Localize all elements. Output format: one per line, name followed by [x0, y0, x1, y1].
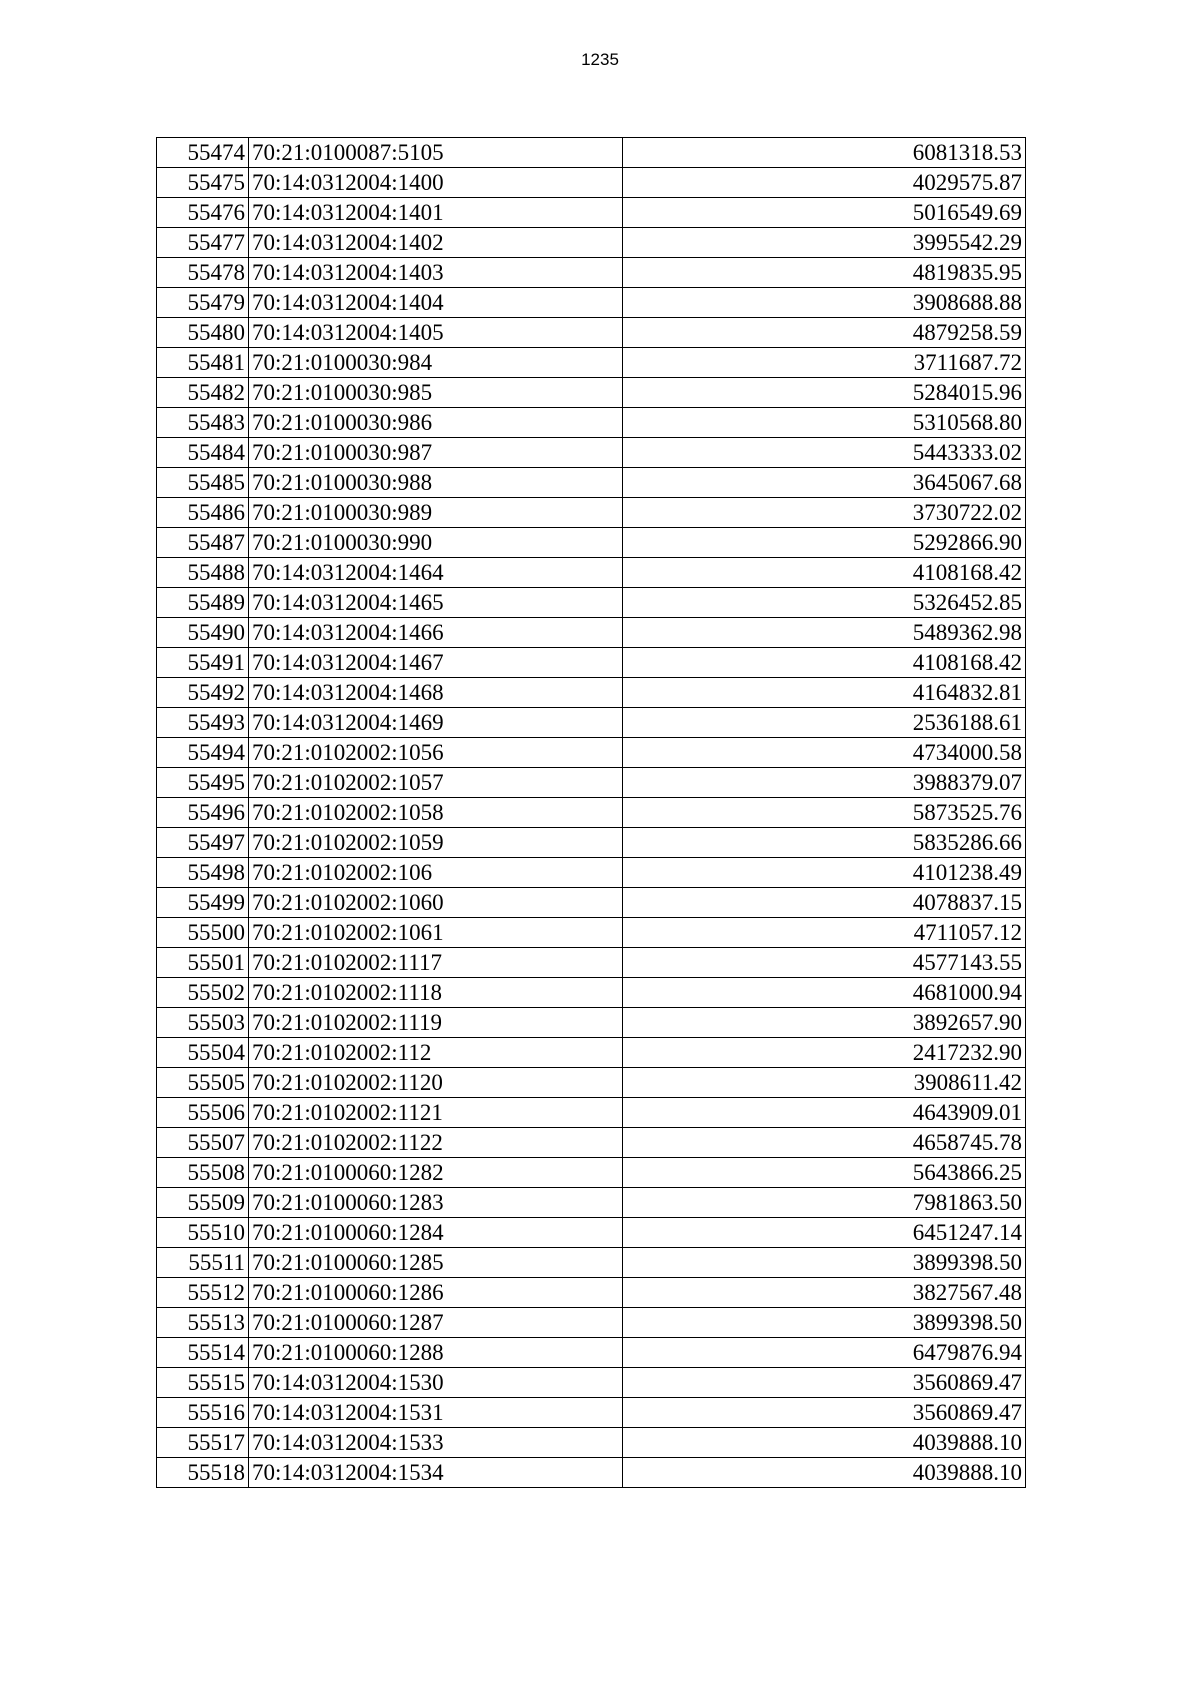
cadastral-value-cell: 5016549.69 [623, 198, 1026, 228]
cadastral-value-cell: 7981863.50 [623, 1188, 1026, 1218]
row-number-cell: 55482 [157, 378, 249, 408]
cadastral-value-cell: 3645067.68 [623, 468, 1026, 498]
table-row [157, 1038, 1026, 1068]
cadastral-number-cell: 70:21:0102002:1117 [249, 948, 623, 978]
table-row [157, 1248, 1026, 1278]
cadastral-number-cell: 70:21:0102002:1119 [249, 1008, 623, 1038]
cadastral-number-cell: 70:21:0100030:990 [249, 528, 623, 558]
cadastral-value-table [156, 137, 1026, 1488]
row-number-cell: 55489 [157, 588, 249, 618]
row-number-cell: 55512 [157, 1278, 249, 1308]
cadastral-number-cell: 70:21:0100060:1285 [249, 1248, 623, 1278]
row-number-cell: 55488 [157, 558, 249, 588]
cadastral-value-cell: 4658745.78 [623, 1128, 1026, 1158]
row-number-cell: 55504 [157, 1038, 249, 1068]
table-row [157, 468, 1026, 498]
cadastral-value-cell: 5643866.25 [623, 1158, 1026, 1188]
table-row [157, 168, 1026, 198]
row-number-cell: 55493 [157, 708, 249, 738]
cadastral-value-cell: 5873525.76 [623, 798, 1026, 828]
row-number-cell: 55486 [157, 498, 249, 528]
table-row [157, 978, 1026, 1008]
cadastral-value-cell: 3899398.50 [623, 1248, 1026, 1278]
cadastral-number-cell: 70:21:0100060:1287 [249, 1308, 623, 1338]
cadastral-value-cell: 3995542.29 [623, 228, 1026, 258]
cadastral-number-cell: 70:14:0312004:1405 [249, 318, 623, 348]
table-row [157, 1368, 1026, 1398]
row-number-cell: 55509 [157, 1188, 249, 1218]
table-row [157, 738, 1026, 768]
cadastral-value-cell: 4643909.01 [623, 1098, 1026, 1128]
row-number-cell: 55474 [157, 138, 249, 168]
cadastral-number-cell: 70:21:0100030:985 [249, 378, 623, 408]
cadastral-number-cell: 70:21:0100030:986 [249, 408, 623, 438]
row-number-cell: 55500 [157, 918, 249, 948]
table-row [157, 1158, 1026, 1188]
table-row [157, 288, 1026, 318]
table-row [157, 1128, 1026, 1158]
row-number-cell: 55491 [157, 648, 249, 678]
cadastral-value-cell: 4039888.10 [623, 1428, 1026, 1458]
cadastral-number-cell: 70:14:0312004:1465 [249, 588, 623, 618]
row-number-cell: 55485 [157, 468, 249, 498]
table-row [157, 318, 1026, 348]
cadastral-value-cell: 5443333.02 [623, 438, 1026, 468]
cadastral-number-cell: 70:14:0312004:1402 [249, 228, 623, 258]
cadastral-number-cell: 70:14:0312004:1401 [249, 198, 623, 228]
cadastral-value-cell: 4108168.42 [623, 648, 1026, 678]
table-row [157, 1428, 1026, 1458]
table-row [157, 618, 1026, 648]
table-row [157, 198, 1026, 228]
cadastral-value-cell: 5292866.90 [623, 528, 1026, 558]
cadastral-value-cell: 4681000.94 [623, 978, 1026, 1008]
cadastral-number-cell: 70:21:0100030:989 [249, 498, 623, 528]
table-row [157, 1068, 1026, 1098]
table-row [157, 798, 1026, 828]
cadastral-number-cell: 70:21:0100030:988 [249, 468, 623, 498]
table-row [157, 1098, 1026, 1128]
row-number-cell: 55484 [157, 438, 249, 468]
row-number-cell: 55503 [157, 1008, 249, 1038]
cadastral-value-cell: 3908611.42 [623, 1068, 1026, 1098]
row-number-cell: 55490 [157, 618, 249, 648]
row-number-cell: 55513 [157, 1308, 249, 1338]
table-row [157, 258, 1026, 288]
table-row [157, 1008, 1026, 1038]
cadastral-value-cell: 5326452.85 [623, 588, 1026, 618]
row-number-cell: 55514 [157, 1338, 249, 1368]
cadastral-number-cell: 70:14:0312004:1531 [249, 1398, 623, 1428]
table-row [157, 558, 1026, 588]
row-number-cell: 55501 [157, 948, 249, 978]
cadastral-number-cell: 70:14:0312004:1403 [249, 258, 623, 288]
cadastral-number-cell: 70:14:0312004:1534 [249, 1458, 623, 1488]
cadastral-value-cell: 5835286.66 [623, 828, 1026, 858]
table-row [157, 888, 1026, 918]
row-number-cell: 55497 [157, 828, 249, 858]
row-number-cell: 55517 [157, 1428, 249, 1458]
cadastral-number-cell: 70:21:0100060:1283 [249, 1188, 623, 1218]
row-number-cell: 55510 [157, 1218, 249, 1248]
table-row [157, 858, 1026, 888]
cadastral-value-cell: 4819835.95 [623, 258, 1026, 288]
row-number-cell: 55516 [157, 1398, 249, 1428]
cadastral-number-cell: 70:21:0100030:984 [249, 348, 623, 378]
table-row [157, 828, 1026, 858]
row-number-cell: 55492 [157, 678, 249, 708]
cadastral-number-cell: 70:21:0102002:1118 [249, 978, 623, 1008]
row-number-cell: 55505 [157, 1068, 249, 1098]
cadastral-number-cell: 70:21:0102002:1061 [249, 918, 623, 948]
row-number-cell: 55498 [157, 858, 249, 888]
row-number-cell: 55483 [157, 408, 249, 438]
cadastral-value-cell: 2417232.90 [623, 1038, 1026, 1068]
cadastral-number-cell: 70:14:0312004:1404 [249, 288, 623, 318]
cadastral-value-cell: 4039888.10 [623, 1458, 1026, 1488]
cadastral-number-cell: 70:21:0100060:1282 [249, 1158, 623, 1188]
cadastral-value-cell: 3827567.48 [623, 1278, 1026, 1308]
row-number-cell: 55496 [157, 798, 249, 828]
table-row [157, 1218, 1026, 1248]
row-number-cell: 55502 [157, 978, 249, 1008]
row-number-cell: 55518 [157, 1458, 249, 1488]
cadastral-value-cell: 2536188.61 [623, 708, 1026, 738]
table-row [157, 768, 1026, 798]
table-row [157, 918, 1026, 948]
row-number-cell: 55478 [157, 258, 249, 288]
cadastral-value-cell: 5489362.98 [623, 618, 1026, 648]
table-row [157, 228, 1026, 258]
cadastral-number-cell: 70:21:0102002:1060 [249, 888, 623, 918]
cadastral-number-cell: 70:21:0100087:5105 [249, 138, 623, 168]
cadastral-number-cell: 70:21:0102002:1121 [249, 1098, 623, 1128]
cadastral-number-cell: 70:14:0312004:1469 [249, 708, 623, 738]
row-number-cell: 55487 [157, 528, 249, 558]
cadastral-value-cell: 3988379.07 [623, 768, 1026, 798]
cadastral-number-cell: 70:14:0312004:1530 [249, 1368, 623, 1398]
table-row [157, 348, 1026, 378]
table-row [157, 498, 1026, 528]
cadastral-value-cell: 3560869.47 [623, 1398, 1026, 1428]
table-row [157, 948, 1026, 978]
row-number-cell: 55506 [157, 1098, 249, 1128]
row-number-cell: 55479 [157, 288, 249, 318]
row-number-cell: 55499 [157, 888, 249, 918]
row-number-cell: 55481 [157, 348, 249, 378]
cadastral-number-cell: 70:21:0102002:1058 [249, 798, 623, 828]
table-row [157, 528, 1026, 558]
cadastral-value-cell: 4164832.81 [623, 678, 1026, 708]
row-number-cell: 55508 [157, 1158, 249, 1188]
cadastral-value-cell: 4711057.12 [623, 918, 1026, 948]
cadastral-number-cell: 70:21:0102002:112 [249, 1038, 623, 1068]
table-row [157, 1338, 1026, 1368]
cadastral-number-cell: 70:14:0312004:1533 [249, 1428, 623, 1458]
row-number-cell: 55511 [157, 1248, 249, 1278]
cadastral-value-cell: 3730722.02 [623, 498, 1026, 528]
row-number-cell: 55475 [157, 168, 249, 198]
cadastral-value-cell: 3892657.90 [623, 1008, 1026, 1038]
table-row [157, 588, 1026, 618]
row-number-cell: 55515 [157, 1368, 249, 1398]
cadastral-value-cell: 5310568.80 [623, 408, 1026, 438]
cadastral-number-cell: 70:21:0102002:1059 [249, 828, 623, 858]
cadastral-number-cell: 70:21:0102002:1056 [249, 738, 623, 768]
cadastral-number-cell: 70:21:0102002:106 [249, 858, 623, 888]
table-row [157, 438, 1026, 468]
row-number-cell: 55477 [157, 228, 249, 258]
table-row [157, 378, 1026, 408]
cadastral-number-cell: 70:21:0102002:1122 [249, 1128, 623, 1158]
cadastral-value-cell: 5284015.96 [623, 378, 1026, 408]
cadastral-number-cell: 70:14:0312004:1466 [249, 618, 623, 648]
table-row [157, 408, 1026, 438]
cadastral-value-cell: 3908688.88 [623, 288, 1026, 318]
page-number: 1235 [581, 50, 619, 69]
row-number-cell: 55494 [157, 738, 249, 768]
table-row [157, 1188, 1026, 1218]
table-row [157, 708, 1026, 738]
row-number-cell: 55480 [157, 318, 249, 348]
table-row [157, 678, 1026, 708]
table-body [157, 138, 1026, 1488]
cadastral-value-cell: 3899398.50 [623, 1308, 1026, 1338]
cadastral-number-cell: 70:21:0100060:1288 [249, 1338, 623, 1368]
cadastral-value-cell: 6479876.94 [623, 1338, 1026, 1368]
cadastral-value-cell: 3560869.47 [623, 1368, 1026, 1398]
row-number-cell: 55476 [157, 198, 249, 228]
cadastral-number-cell: 70:14:0312004:1467 [249, 648, 623, 678]
cadastral-number-cell: 70:21:0100060:1286 [249, 1278, 623, 1308]
cadastral-value-cell: 4029575.87 [623, 168, 1026, 198]
cadastral-value-cell: 6081318.53 [623, 138, 1026, 168]
cadastral-value-cell: 3711687.72 [623, 348, 1026, 378]
cadastral-value-cell: 6451247.14 [623, 1218, 1026, 1248]
table-row [157, 1458, 1026, 1488]
cadastral-value-cell: 4879258.59 [623, 318, 1026, 348]
cadastral-number-cell: 70:14:0312004:1464 [249, 558, 623, 588]
cadastral-value-cell: 4734000.58 [623, 738, 1026, 768]
cadastral-number-cell: 70:14:0312004:1400 [249, 168, 623, 198]
table-row [157, 1308, 1026, 1338]
cadastral-number-cell: 70:21:0100060:1284 [249, 1218, 623, 1248]
table-row [157, 138, 1026, 168]
row-number-cell: 55507 [157, 1128, 249, 1158]
cadastral-number-cell: 70:21:0100030:987 [249, 438, 623, 468]
cadastral-number-cell: 70:21:0102002:1057 [249, 768, 623, 798]
cadastral-number-cell: 70:14:0312004:1468 [249, 678, 623, 708]
cadastral-value-cell: 4108168.42 [623, 558, 1026, 588]
cadastral-value-cell: 4078837.15 [623, 888, 1026, 918]
row-number-cell: 55495 [157, 768, 249, 798]
table-row [157, 1398, 1026, 1428]
cadastral-number-cell: 70:21:0102002:1120 [249, 1068, 623, 1098]
table-row [157, 1278, 1026, 1308]
cadastral-value-cell: 4101238.49 [623, 858, 1026, 888]
table-row [157, 648, 1026, 678]
cadastral-value-cell: 4577143.55 [623, 948, 1026, 978]
